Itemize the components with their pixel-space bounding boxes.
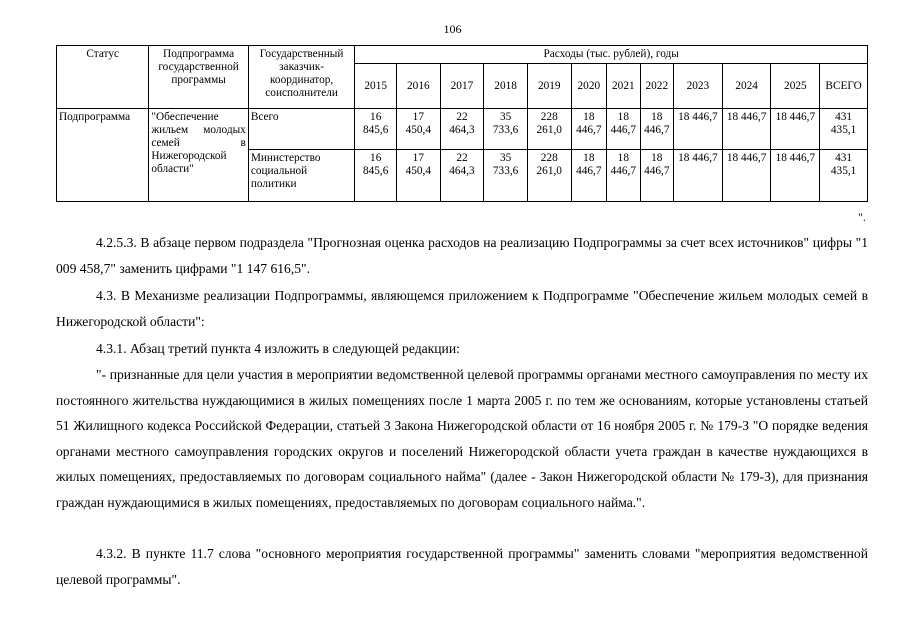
year-header: 2017 (440, 64, 484, 109)
year-header: 2025 (771, 64, 820, 109)
value-cell: 18 446,7 (722, 150, 771, 202)
value-cell: 18 446,7 (640, 109, 673, 150)
value-cell: 17 450,4 (397, 109, 441, 150)
header-customer: Государственный заказчик-координатор, соисполнители (248, 46, 355, 109)
year-header: 2019 (527, 64, 571, 109)
value-cell: 35 733,6 (484, 150, 528, 202)
value-cell: 22 464,3 (440, 109, 484, 150)
value-cell: 18 446,7 (607, 150, 640, 202)
header-expenses: Расходы (тыс. рублей), годы (355, 46, 868, 64)
subprogram-cell: "Обеспечение жильем молодых семей в Нижегородской области" (149, 109, 248, 202)
value-cell: 228 261,0 (527, 150, 571, 202)
paragraph-4-3-2: 4.3.2. В пункте 11.7 слова "основного мероприятия государственной программы" заменить словами "мероприятия ведомственной целевой программы". (56, 546, 868, 587)
value-cell: 35 733,6 (484, 109, 528, 150)
row-label: Всего (248, 109, 355, 150)
year-header: 2022 (640, 64, 673, 109)
value-cell: 228 261,0 (527, 109, 571, 150)
value-cell: 16 845,6 (355, 150, 397, 202)
value-cell: 18 446,7 (674, 150, 723, 202)
expenses-table (56, 45, 868, 202)
value-cell: 18 446,7 (722, 109, 771, 150)
year-header: 2018 (484, 64, 528, 109)
value-cell: 22 464,3 (440, 150, 484, 202)
value-cell: 18 446,7 (640, 150, 673, 202)
header-subprogram: Подпрограмма государственной программы (149, 46, 248, 109)
value-cell: 431 435,1 (820, 150, 868, 202)
year-header: 2021 (607, 64, 640, 109)
paragraph-4-3: 4.3. В Механизме реализации Подпрограммы, являющемся приложением к Подпрограмме "Обеспечение жильем молодых семей в Нижегородской области": (56, 288, 868, 329)
value-cell: 16 845,6 (355, 109, 397, 150)
value-cell: 18 446,7 (771, 150, 820, 202)
value-cell: 17 450,4 (397, 150, 441, 202)
paragraph-4-2-5-3: 4.2.5.3. В абзаце первом подраздела "Прогнозная оценка расходов на реализацию Подпрограммы за счет всех источников" цифры "1 009 458,7" заменить цифрами "1 147 616,5". (56, 235, 868, 276)
row-label: Министерство социальной политики (248, 150, 355, 202)
header-status: Статус (57, 46, 149, 109)
closing-quote: ". (858, 210, 866, 224)
year-header: 2024 (722, 64, 771, 109)
paragraph-quoted-amendment: "- признанные для цели участия в мероприятии ведомственной целевой программы органами местного самоуправления по месту их постоянного жительства нуждающимися в жилых помещениях после 1 марта 2005 г. по тем же основаниям, которые установлены статьей 51 Жилищного кодекса Российской Федерации, статьей 3 Закона Нижегородской области от 16 ноября 2005 г. № 179-З "О порядке ведения органами местного самоуправления городских округов и поселений Нижегородской области учета граждан в качестве нуждающихся в жилых помещениях, предоставляемых по договорам социального найма" (далее - Закон Нижегородской области № 179-З), для признания граждан нуждающимися в жилых помещениях, предоставляемых по договорам социального найма.". (56, 367, 868, 510)
year-header: 2020 (571, 64, 607, 109)
header-row (57, 46, 868, 64)
value-cell: 18 446,7 (571, 109, 607, 150)
year-header: 2023 (674, 64, 723, 109)
value-cell: 18 446,7 (674, 109, 723, 150)
page-number: 106 (443, 22, 462, 36)
value-cell: 18 446,7 (571, 150, 607, 202)
paragraph-4-3-1: 4.3.1. Абзац третий пункта 4 изложить в следующей редакции: (96, 341, 460, 356)
year-header: ВСЕГО (820, 64, 868, 109)
year-header: 2015 (355, 64, 397, 109)
table-row-total (57, 109, 868, 150)
value-cell: 18 446,7 (771, 109, 820, 150)
year-header: 2016 (397, 64, 441, 109)
value-cell: 18 446,7 (607, 109, 640, 150)
status-cell: Подпрограмма (57, 109, 149, 202)
value-cell: 431 435,1 (820, 109, 868, 150)
